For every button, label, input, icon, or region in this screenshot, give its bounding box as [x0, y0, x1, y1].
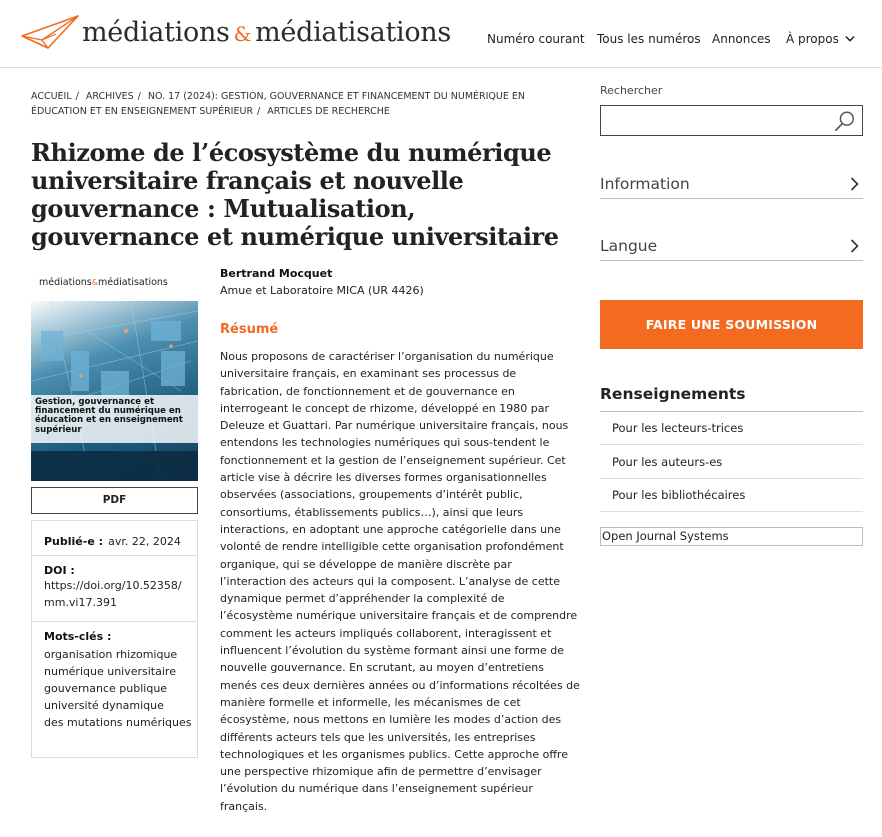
author-name: Bertrand Mocquet: [220, 267, 333, 280]
keywords-section: [32, 622, 197, 757]
link-for-librarians[interactable]: Pour les bibliothécaires: [600, 479, 863, 512]
nav-current-issue[interactable]: Numéro courant: [487, 32, 585, 46]
published-section: [32, 521, 197, 556]
breadcrumb-issue[interactable]: NO. 17 (2024): GESTION, GOUVERNANCE ET FINANCEMENT DU NUMÉRIQUE EN ÉDUCATION ET EN ENSEIGNEMENT SUPÉRIEUR: [31, 91, 525, 117]
search-label: Rechercher: [600, 84, 663, 97]
abstract-heading: Résumé: [220, 322, 279, 337]
make-submission-button[interactable]: FAIRE UNE SOUMISSION: [600, 300, 863, 349]
breadcrumb: [31, 89, 581, 119]
published-label: Publié-e :: [44, 535, 104, 548]
cover-logo-word-1: médiations: [39, 277, 92, 288]
article-details: [31, 520, 198, 758]
paper-plane-icon: [20, 12, 80, 52]
search-icon[interactable]: [834, 110, 856, 132]
nav-about-label: À propos: [786, 32, 839, 46]
breadcrumb-separator: /: [137, 91, 141, 102]
doi-link[interactable]: https://doi.org/10.52358/mm.vi17.391: [44, 579, 182, 609]
chevron-right-icon: [850, 177, 859, 191]
information-menu[interactable]: [600, 169, 863, 199]
pdf-download-button[interactable]: PDF: [31, 487, 198, 514]
cover-logo-ampersand: &: [91, 278, 98, 287]
keyword-item: organisation rhizomique: [44, 648, 178, 661]
language-label: Langue: [600, 237, 658, 255]
logo-ampersand: &: [233, 21, 252, 46]
breadcrumb-archives[interactable]: ARCHIVES: [85, 91, 134, 102]
author-affiliation: Amue et Laboratoire MICA (UR 4426): [220, 284, 424, 297]
language-menu[interactable]: [600, 231, 863, 261]
site-header: [0, 0, 882, 68]
logo-word-2: médiatisations: [255, 16, 451, 48]
keywords-label: Mots-clés :: [44, 630, 112, 643]
issue-cover-image[interactable]: [31, 271, 198, 481]
breadcrumb-section: ARTICLES DE RECHERCHE: [267, 106, 390, 117]
cover-logo: [39, 277, 168, 288]
keyword-item: gouvernance publique: [44, 682, 168, 695]
doi-section: [32, 556, 197, 622]
keyword-item: numérique universitaire: [44, 665, 176, 678]
article-title: Rhizome de l’écosystème du numérique universitaire français et nouvelle gouvernance : Mutualisation, gouvernance et numérique universitaire: [31, 138, 559, 251]
information-label: Information: [600, 175, 690, 193]
nav-announcements[interactable]: Annonces: [712, 32, 771, 46]
keywords-list: [44, 646, 197, 731]
keyword-item: des mutations numériques: [44, 716, 192, 729]
site-logo[interactable]: [20, 12, 451, 52]
breadcrumb-separator: /: [257, 106, 261, 117]
abstract-text: Nous proposons de caractériser l’organisation du numérique universitaire français, en examinant ses processus de fabrication, de fonctionnement et de gouvernance en interrogeant le concept de rhizome, développé en 1980 par Deleuze et Guattari. Par numérique universitaire français, nous entendons les technologies numériques qui sous-tendent le fonctionnement et la gestion de l’enseignement supérieur. Cet article vise à décrire les diverses formes organisationnelles observées (associations, groupements d’intérêt public, consortiums, établissements publics…), ainsi que leurs interactions, en adoptant une approche catégorielle dans une volonté de rendre intelligible cette organisation profondément organique, qui se développe de manière discrète par l’interaction des acteurs qui la composent. L’analyse de cette dynamique permet d’appréhender la complexité de l’écosystème numérique universitaire français et de comprendre comment les acteurs impliqués collaborent, interagissent et influencent l’évolution du système formant ainsi une forme de nouvelle gouvernance. En scrutant, au moyen d’entretiens menés ces deux dernières années ou d’informations récoltées de manière formelle et informelle, les mécanismes de cet écosystème, nous mettons en lumière les modes d’action des différents acteurs tels que les universités, les entreprises technologiques et les organismes publics. Cette approche offre une perspective rhizomique afin de permettre d’envisager l’évolution du numérique dans l’enseignement supérieur français.: [220, 350, 580, 813]
nav-archives[interactable]: Tous les numéros: [597, 32, 701, 46]
cover-illustration: [31, 301, 198, 481]
ojs-link[interactable]: Open Journal Systems: [600, 527, 863, 546]
chevron-down-icon: [845, 34, 855, 44]
link-for-authors[interactable]: Pour les auteurs-es: [600, 446, 863, 479]
renseignements-heading: Renseignements: [600, 385, 746, 403]
breadcrumb-separator: /: [75, 91, 79, 102]
nav-about[interactable]: [786, 32, 855, 46]
doi-label: DOI :: [44, 564, 75, 577]
published-date: avr. 22, 2024: [108, 535, 181, 548]
link-for-readers[interactable]: Pour les lecteurs-trices: [600, 412, 863, 445]
chevron-right-icon: [850, 239, 859, 253]
search-input[interactable]: [600, 105, 863, 136]
logo-word-1: médiations: [82, 16, 230, 48]
keyword-item: université dynamique: [44, 699, 164, 712]
breadcrumb-home[interactable]: ACCUEIL: [31, 91, 72, 102]
cover-logo-word-2: médiatisations: [98, 277, 168, 288]
cover-caption: Gestion, gouvernance et financement du numérique en éducation et en enseignement supérieur: [35, 397, 183, 435]
site-logo-text: [82, 17, 451, 48]
